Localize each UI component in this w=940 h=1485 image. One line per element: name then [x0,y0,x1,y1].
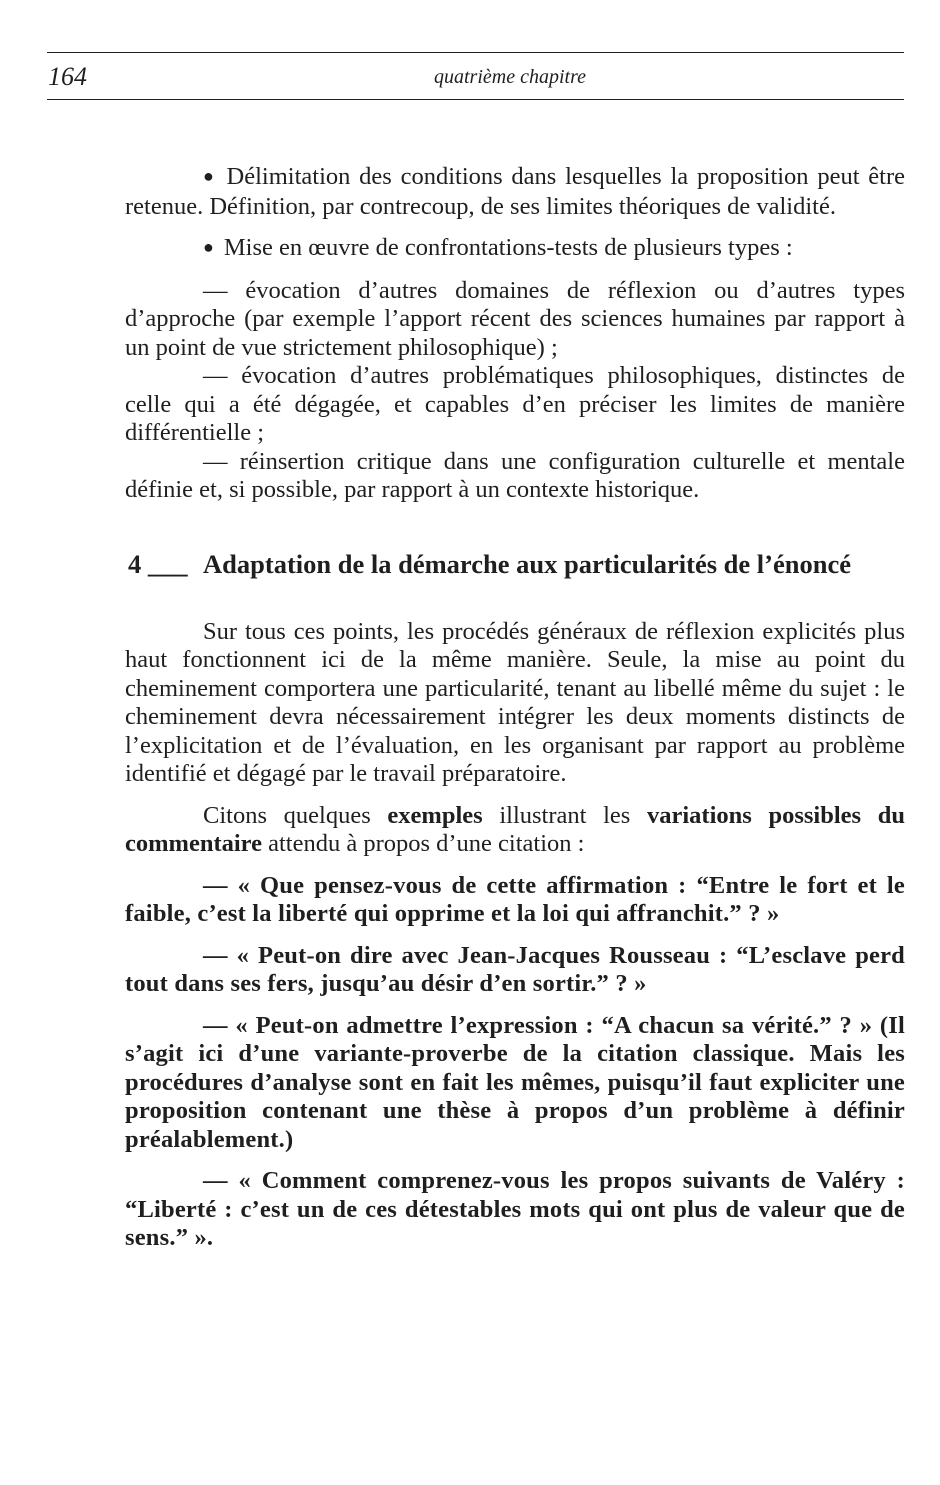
page-body [125,163,905,1253]
page-number: 164 [48,62,87,91]
example-1: — « Que pensez-vous de cette affirmation : “Entre le fort et le faible, c’est la liberté qui opprime et la loi qui affranchit.” ? » [125,871,905,927]
header-top-rule [47,52,904,53]
example-4: — « Comment comprenez-vous les propos suivants de Valéry : “Liberté : c’est un de ces détestables mots qui ont plus de valeur que de sens.” ». [125,1167,905,1251]
p2-text-e: attendu à propos d’une citation : [261,830,585,857]
bullet-dot-icon: ● [203,237,214,257]
p2-bold-variations: variations possibles du commentaire [125,801,905,857]
p2-text-a: Citons quelques [203,801,388,829]
bullet-paragraph-1 [125,163,905,221]
example-2: — « Peut-on dire avec Jean-Jacques Rousseau : “L’esclave perd tout dans ses fers, jusqu’au désir d’en sortir.” ? » [125,941,905,997]
running-title: quatrième chapitre [433,66,586,88]
dash-item-1: — évocation d’autres domaines de réflexion ou d’autres types d’approche (par exemple l’apport récent des sciences humaines par rapport à un point de vue strictement philosophique) ; [125,276,905,361]
section-heading [125,549,905,580]
example-3: — « Peut-on admettre l’expression : “A chacun sa vérité.” ? » (Il s’agit ici d’une variante-proverbe de la citation classique. Mais les procédures d’analyse sont en fait les mêmes, puisqu’il faut expliciter une proposition contenant une thèse à propos d’un problème à définir préalablement.) [125,1011,905,1153]
p2-text-c: illustrant les [482,801,647,829]
dash-item-3: — réinsertion critique dans une configuration culturelle et mentale définie et, si possible, par rapport à un contexte historique. [125,447,905,503]
dash-item-2: — évocation d’autres problématiques philosophiques, distinctes de celle qui a été dégagée, et capables d’en préciser les limites de manière différentielle ; [125,362,905,446]
section-number: 4 ___ [128,548,188,579]
bullet-text-1: Délimitation des conditions dans lesquelles la proposition peut être retenue. Définition, par contrecoup, de ses limites théoriques de validité. [125,163,906,220]
bullet-paragraph-2 [125,234,905,264]
body-paragraph-2 [125,802,905,859]
header-bottom-rule [47,99,904,100]
p2-bold-examples: exemples [387,801,483,829]
bullet-dot-icon: ● [203,166,217,186]
body-paragraph-1: Sur tous ces points, les procédés généraux de réflexion explicités plus haut fonctionnent ici de la même manière. Seule, la mise au point du cheminement comportera une particularité, tenant au libellé même du sujet : le cheminement devra nécessairement intégrer les deux moments distincts de l’explicitation et de l’évaluation, en les organisant par rapport au problème identifié et dégagé par le travail préparatoire. [125,617,905,787]
section-title: Adaptation de la démarche aux particularités de l’énoncé [203,548,851,579]
bullet-text-2: Mise en œuvre de confrontations-tests de plusieurs types : [223,234,793,261]
